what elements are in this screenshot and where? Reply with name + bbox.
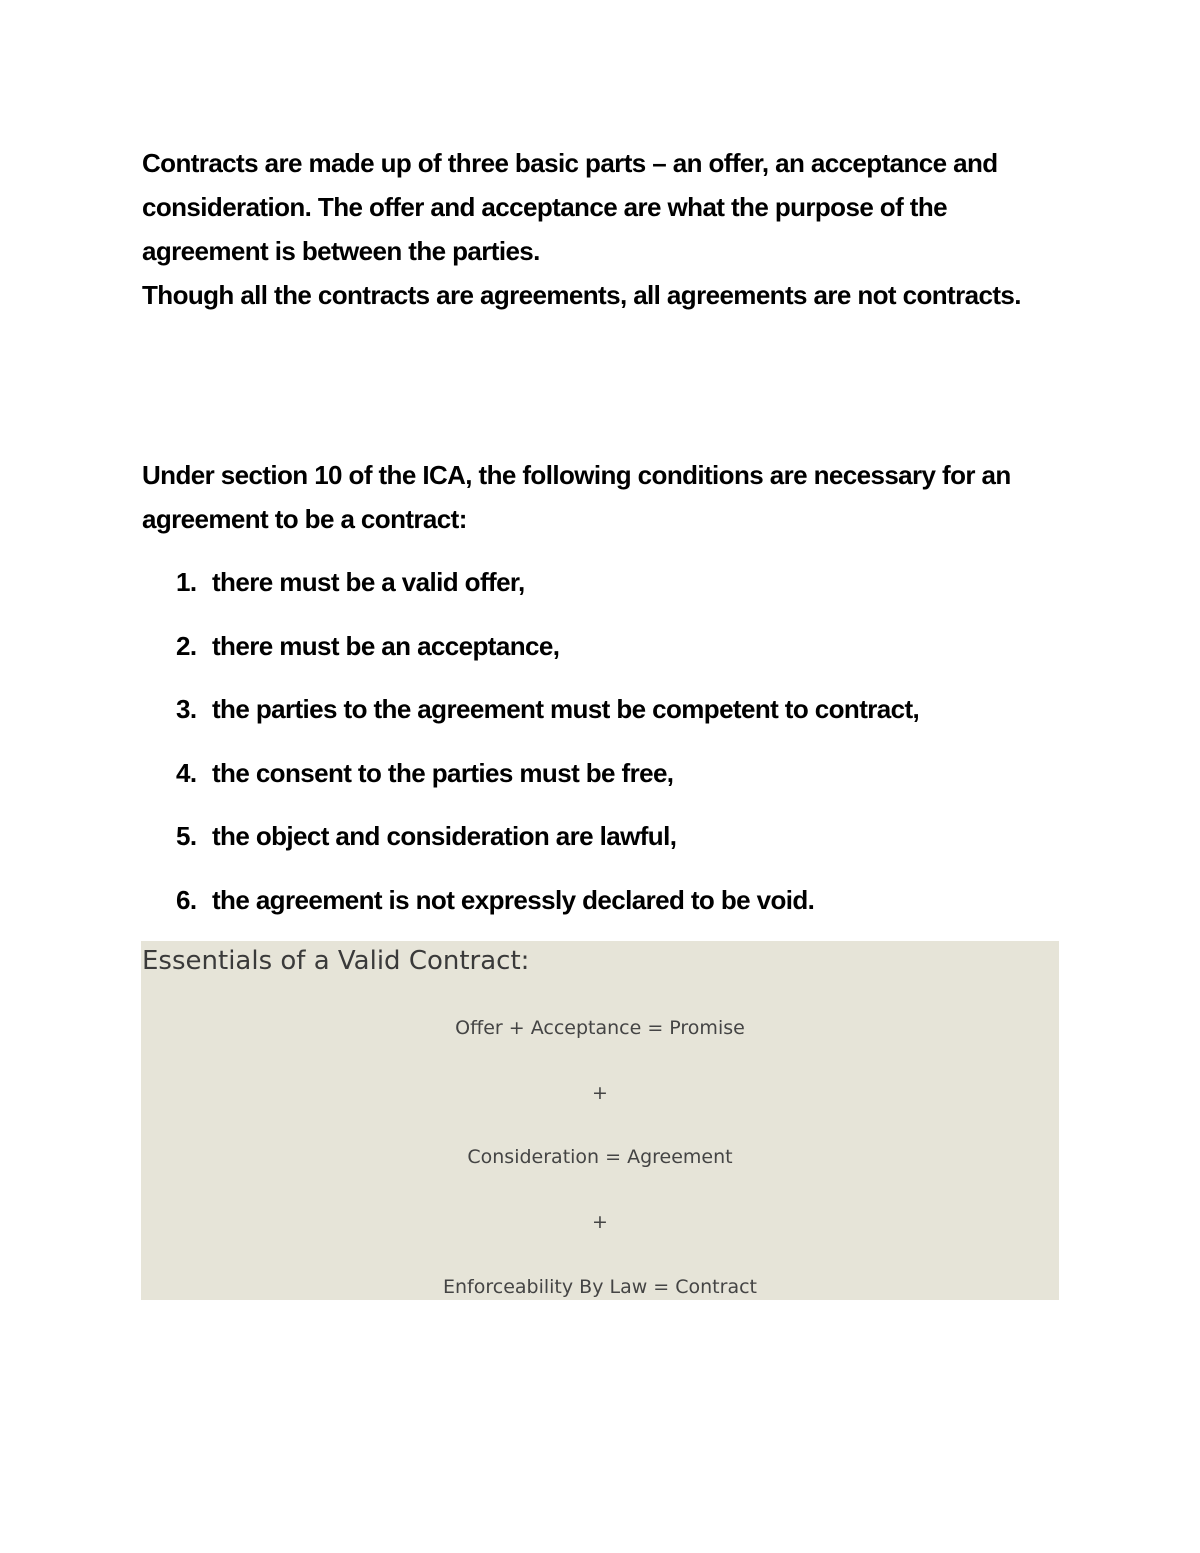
essentials-title: Essentials of a Valid Contract: (142, 946, 530, 976)
list-item-text: the consent to the parties must be free, (212, 757, 674, 788)
agreements-paragraph: Though all the contracts are agreements, all agreements are not contracts. (142, 280, 1021, 310)
list-item (142, 687, 1072, 751)
conditions-list (142, 560, 1072, 941)
list-item-text: the parties to the agreement must be competent to contract, (212, 694, 920, 724)
section-10-paragraph: Under section 10 of the ICA, the following conditions are necessary for an agreement to be a contract: (142, 460, 1011, 534)
formula-line-promise: Offer + Acceptance = Promise (455, 1017, 745, 1039)
list-item-number: 4. (176, 757, 197, 788)
list-item-text: there must be a valid offer, (212, 567, 525, 597)
formula-plus-sign: + (592, 1211, 608, 1233)
list-item (142, 878, 1072, 942)
list-item-text: the agreement is not expressly declared to be void. (212, 884, 815, 915)
list-item-text: there must be an acceptance, (212, 630, 560, 661)
essentials-box (141, 941, 1059, 1300)
list-item-number: 5. (176, 821, 197, 851)
list-item-number: 2. (176, 630, 197, 661)
list-item-number: 1. (176, 567, 197, 597)
list-item (142, 624, 1072, 688)
formula-line-agreement: Consideration = Agreement (467, 1146, 733, 1168)
formula-plus-sign: + (592, 1082, 608, 1104)
list-item-number: 3. (176, 694, 197, 724)
formula-line-contract: Enforceability By Law = Contract (443, 1276, 757, 1298)
list-item (142, 560, 1072, 624)
list-item (142, 751, 1072, 815)
list-item-number: 6. (176, 884, 197, 915)
list-item (142, 814, 1072, 878)
list-item-text: the object and consideration are lawful, (212, 821, 677, 851)
intro-paragraph: Contracts are made up of three basic parts – an offer, an acceptance and consideration. The offer and acceptance are what the purpose of the agreement is between the parties. (142, 148, 998, 266)
